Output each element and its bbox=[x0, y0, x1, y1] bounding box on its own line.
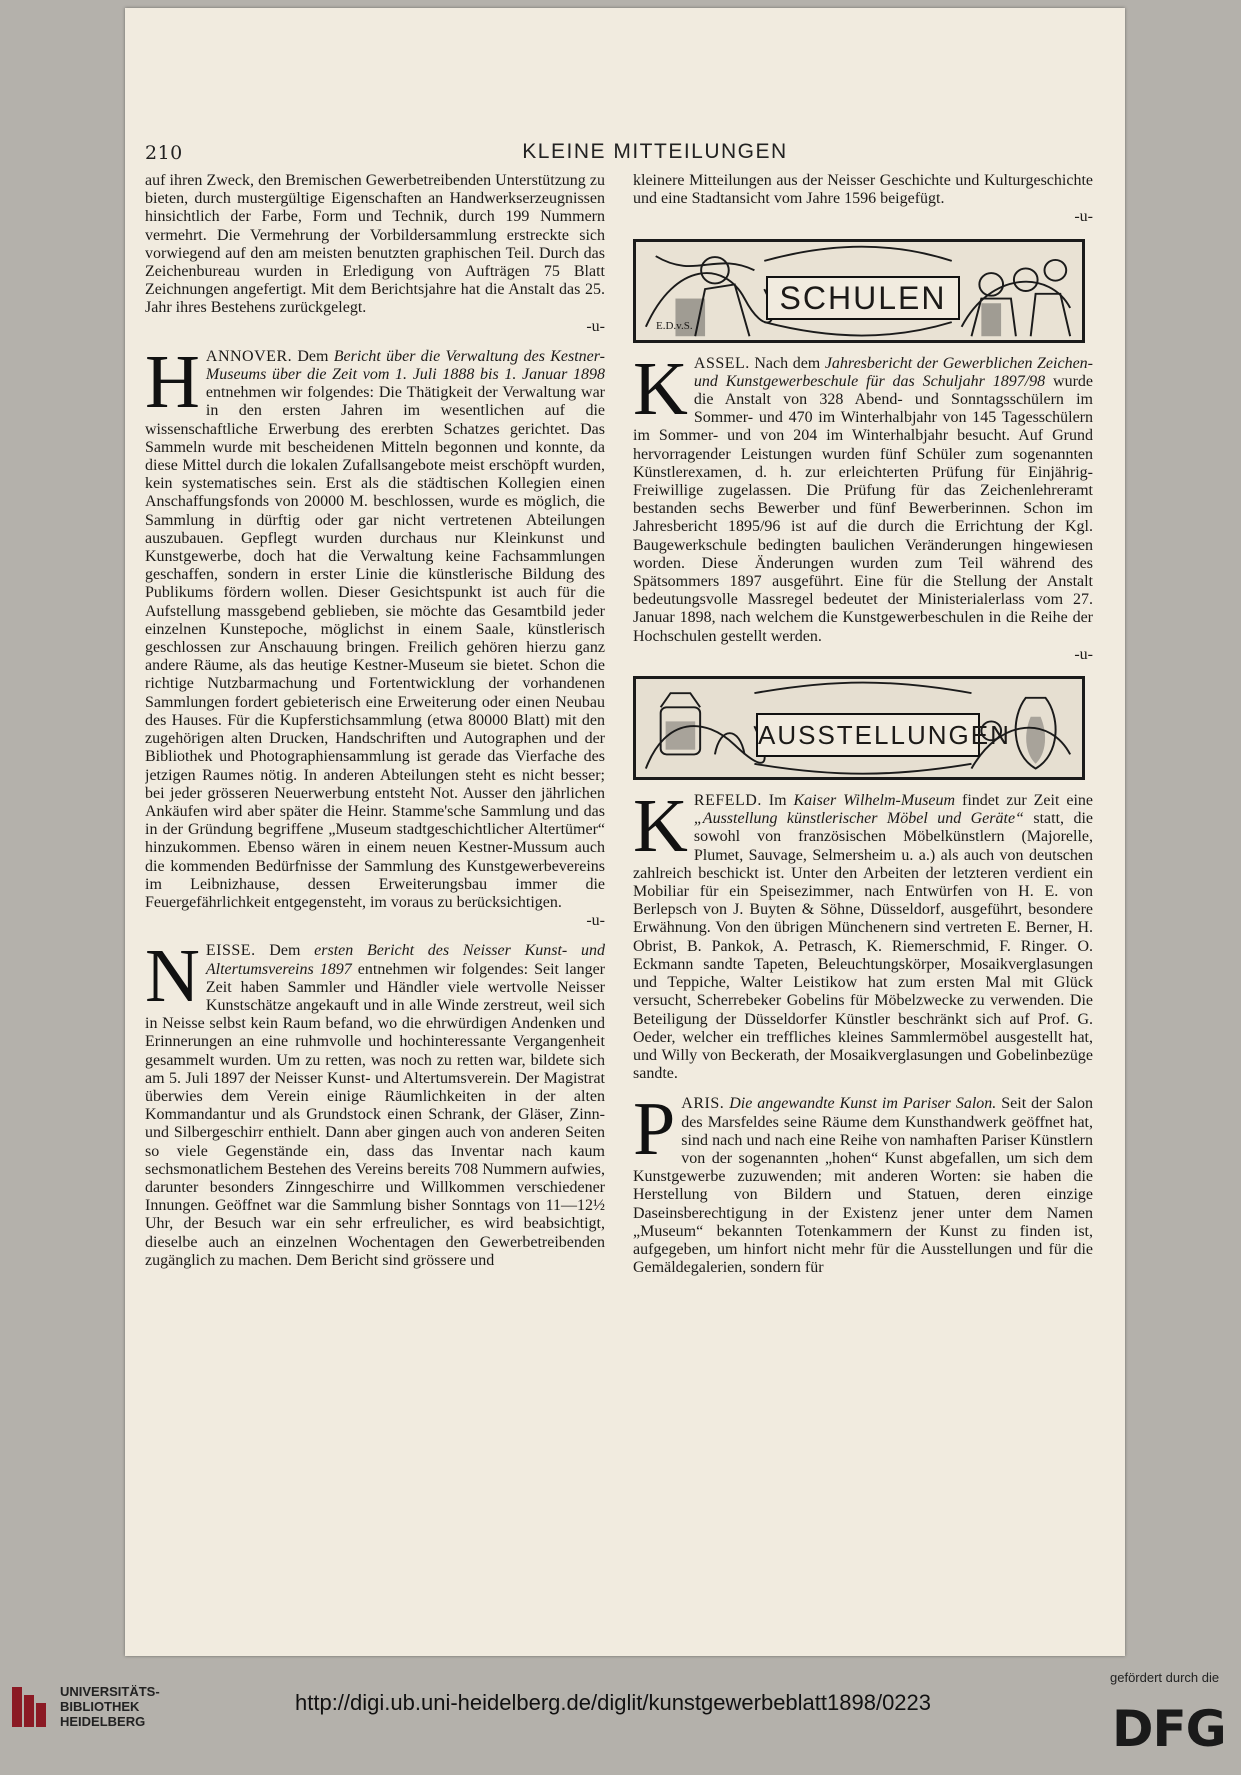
article-body: Seit der Salon des Marsfeldes seine Räume dem Kunsthandwerk geöffnet hat, sind nach und nach eine Reihe von namhaften Pariser Künstlern von der sogenannten „hohen“ Kunst abgefallen, um sich dem Kunstgewerbe zuzuwenden; mit anderen Worten: sie haben die Herstellung von Bildern und Statuen, deren einzige Daseinsberechtigung in der Existenz jener unter dem Namen „Museum“ bekannten Totenkammern der Kunst zu finden ist, aufgegeben, um hinfort nicht mehr für die Ausstellungen und für die Gemäldegalerien, sondern für bbox=[633, 1095, 1093, 1277]
article-neisse bbox=[145, 934, 605, 1270]
page-number: 210 bbox=[145, 142, 183, 164]
scanned-page bbox=[125, 8, 1125, 1656]
drop-cap: H bbox=[145, 339, 200, 424]
article-kassel bbox=[633, 346, 1093, 664]
library-name-line: HEIDELBERG bbox=[60, 1714, 146, 1729]
page-header bbox=[125, 134, 1125, 164]
article-title: Die angewandte Kunst im Pariser Salon. bbox=[729, 1095, 997, 1113]
article-text: Dem bbox=[292, 347, 334, 365]
article-title: Bericht über die Verwaltung des Kestner-Museums über die Zeit vom 1. Juli 1888 bis 1. Januar 1898 bbox=[205, 347, 605, 384]
article-krefeld bbox=[633, 784, 1093, 1083]
library-emblem-icon bbox=[12, 1687, 46, 1727]
signature: -u- bbox=[1074, 208, 1093, 226]
funding-note: gefördert durch die bbox=[1110, 1670, 1220, 1685]
banner-schulen bbox=[633, 239, 1085, 343]
drop-cap: K bbox=[633, 784, 688, 869]
banner-label: SCHULEN bbox=[766, 276, 960, 320]
article-title-2: „Ausstellung künstlerischer Möbel und Geräte“ bbox=[693, 810, 1024, 828]
library-name bbox=[60, 1684, 160, 1729]
article-hannover bbox=[145, 339, 605, 931]
dfg-logo[interactable]: DFG bbox=[1112, 1700, 1226, 1758]
drop-cap: N bbox=[145, 934, 200, 1019]
library-name-line: BIBLIOTHEK bbox=[60, 1699, 140, 1714]
article-text: Nach dem bbox=[749, 354, 825, 372]
library-logo[interactable] bbox=[12, 1684, 160, 1729]
article-text: Im bbox=[761, 792, 794, 810]
artist-initials: E.D.v.S. bbox=[656, 320, 693, 333]
signature: -u- bbox=[586, 912, 605, 930]
drop-cap: K bbox=[633, 346, 688, 431]
article-lead: ANNOVER. bbox=[205, 347, 293, 365]
paragraph-bremen: auf ihren Zweck, den Bremischen Gewerbetreibenden Unterstützung zu bieten, durch mustergültige Eigenschaften an Handwerkserzeugnissen hinsichtlich der Farbe, Form und Technik, durch 199 Nummern vermehrt. Die Vermehrung der Vorbildersammlung erstreckte sich vorwiegend auf den am meisten benutzten graphischen Teil. Durch das Zeichenbureau wurden in Erledigung von Aufträgen 75 Blatt Zeichnungen angefertigt. Mit dem Berichtsjahre hat die Anstalt das 25. Jahr ihres Bestehens zurückgelegt. bbox=[145, 172, 605, 317]
article-body: entnehmen wir folgendes: Seit langer Zeit haben Sammler und Händler viele wertvolle Neisser Kunstschätze angekauft und in alle Winde zerstreut, weil sich in Neisse selbst kein Raum befand, wo die ehrwürdigen Andenken und Erinnerungen an eine ruhmvolle und hochinteressante Vergangenheit gesammelt wurden. Um zu retten, was noch zu retten war, bildete sich am 5. Juli 1897 der Neisser Kunst- und Altertumsverein. Der Magistrat überwies dem Verein einige Räumlichkeiten in der alten Kommandantur und als Grundstock einen Schrank, der Gläser, Zinn- und Silbergeschirr enthielt. Dann aber gingen auch von anderen Seiten so viele Gegenstände ein, dass das Inventar nach kaum sechsmonatlichem Bestehen des Vereins bereits 708 Nummern aufwies, darunter besonders Zinngeschirre und Willkommen verschiedener Innungen. Geöffnet war die Sammlung bisher Sonntags von 11—12½ Uhr, der Besuch war ein sehr erfreulicher, es wird beabsichtigt, dieselbe auch an einzelnen Wochentagen den Gewerbetreibenden zugänglich zu machen. Dem Bericht sind grössere und bbox=[145, 960, 605, 1269]
article-text: findet zur Zeit eine bbox=[955, 792, 1093, 810]
left-column bbox=[145, 172, 605, 1572]
article-lead: ARIS. bbox=[681, 1095, 725, 1113]
running-head: KLEINE MITTEILUNGEN bbox=[522, 140, 788, 163]
article-body: wurde die Anstalt von 328 Abend- und Sonntagsschülern im Sommer- und 470 im Winterhalbjahr von 145 Tagesschülern im Sommer- und von 204 im Winterhalbjahr besucht. Auf Grund hervorragender Leistungen wurden fünf Schüler zum sogenannten Künstlerexamen, d. h. zur erleichterten Prüfung für Einjährig-Freiwillige zugelassen. Die Prüfung für das Zeichenlehreramt bestanden sechs Bewerber und fünf Bewerberinnen. Schon im Jahresbericht 1895/96 ist auf die durch die Errichtung der Kgl. Baugewerkschule bedingten baulichen Veränderungen hingewiesen worden. Diese Änderungen wurden zum Teil während des Spätsommers 1897 ausgeführt. Eine für die Stellung der Anstalt bedeutungsvolle Massregel bedeutet der Ministerialerlass vom 27. Januar 1898, nach welchem die Kunstgewerbeschulen in die Reihe der Hochschulen gestellt werden. bbox=[633, 372, 1093, 645]
article-paris bbox=[633, 1087, 1093, 1277]
signature: -u- bbox=[586, 317, 605, 335]
article-text: Dem bbox=[255, 942, 315, 960]
article-title: Jahresbericht der Gewerblichen Zeichen- und Kunstgewerbeschule für das Schuljahr 1897/98 bbox=[693, 354, 1093, 390]
article-title: ersten Bericht des Neisser Kunst- und Altertumsvereins 1897 bbox=[205, 942, 605, 978]
article-lead: EISSE. bbox=[205, 942, 256, 960]
viewer-footer bbox=[0, 1660, 1241, 1775]
article-lead: REFELD. bbox=[693, 792, 762, 810]
article-body: entnehmen wir folgendes: Die Thätigkeit der Verwaltung war in den ersten Jahren im wesentlichen auf die wissenschaftliche Erwerbung des ererbten Schatzes gerichtet. Das Sammeln wurde mit bescheidenen Mitteln begonnen und konnte, da diese Mittel durch die lokalen Zufallsangebote meist erschöpft wurden, kein systematisches sein. Erst als die städtischen Kollegien einen Anschaffungsfonds von 20000 M. beschlossen, wurde es möglich, die Sammlung in dürftig oder gar nicht vertretenen Abteilungen auszubauen. Gepflegt wurden durchaus nur Kleinkunst und Kunstgewerbe, doch hat die Verwaltung keine Fachsammlungen geschaffen, sondern in erster Linie die künstlerische Bildung des Publikums fördern wollen. Dieser Gesichtspunkt ist auch für die Aufstellung massgebend geblieben, sie möchte das Gesamtbild jeder einzelnen Kunstepoche, möglichst in einem Saale, künstlerisch geschlossen zur Anschauung bringen. Freilich gehören hierzu ganz andere Räume, als das heutige Kestner-Museum sie bietet. Schon die richtige Nutzbarmachung und Fortentwicklung der vorhandenen Sammlungen fordert gebieterisch eine Erweiterung oder einen Neubau des Hauses. Für die Kupferstichsammlung (etwa 80000 Blatt) mit den zugehörigen alten Drucken, Handschriften und Autographen und der Bibliothek und Photographiensammlung ist gerade das Vierfache des jetzigen Raumes nötig. In anderen Abteilungen steht es nicht besser; bei jeder grösseren Neuerwerbung entsteht Not. Ausser den jährlichen Ankäufen wird aber später die Heinr. Stamme'sche Sammlung und das in der Gründung begriffene „Museum stadtgeschichtlicher Altertümer“ hinzukommen. Ebenso wären in einem neuen Kestner-Mussum auch die kommenden Bedürfnisse der Sammlung des Kunstgewerbevereins im Leibnizhause, dessen Erweiterungsbau immer die Feuergefährlichkeit entgegensteht, im voraus zu berücksichtigen. bbox=[145, 384, 605, 911]
banner-label: AUSSTELLUNGEN bbox=[756, 713, 980, 757]
signature: -u- bbox=[1074, 645, 1093, 663]
library-name-line: UNIVERSITÄTS- bbox=[60, 1684, 160, 1699]
banner-ausstellungen bbox=[633, 676, 1085, 780]
paragraph-neisse-cont: kleinere Mitteilungen aus der Neisser Geschichte und Kulturgeschichte und eine Stadtansicht vom Jahre 1596 beigefügt. bbox=[633, 172, 1093, 208]
right-column bbox=[633, 172, 1093, 1572]
permalink-url[interactable]: http://digi.ub.uni-heidelberg.de/diglit/kunstgewerbeblatt1898/0223 bbox=[295, 1690, 932, 1715]
article-title: Kaiser Wilhelm-Museum bbox=[793, 792, 956, 810]
drop-cap: P bbox=[633, 1087, 676, 1172]
article-lead: ASSEL. bbox=[693, 354, 750, 372]
article-body: statt, die sowohl von französischen Möbelkünstlern (Majorelle, Plumet, Sauvage, Selmersheim u. a.) als auch von deutschen zahlreich beschickt ist. Unter den Arbeiten der letzteren verdient ein Mobiliar für ein Speisezimmer, nach Entwürfen von H. E. von Berlepsch von J. Buyten & Söhne, Düsseldorf, ausgeführt, besondere Erwähnung. Von den übrigen Münchenern sind vertreten E. Berner, H. Obrist, B. Pankok, A. Petrasch, K. Riemerschmid, F. Ringer. O. Eckmann sandte Tapeten, Beleuchtungskörper, Mosaikverglasungen und Teppiche, Walter Leistikow hat zum ersten Mal mit Glück versucht, Scherrebeker Gobelins für Möbelzwecke zu verwenden. Die Beteiligung der Düsseldorfer Künstler beschränkt sich auf Prof. G. Oeder, welcher ein treffliches kleines Sammlermöbel ausgestellt hat, und Willy von Beckerath, der Mosaikverglasungen und Gobelinbezüge sandte. bbox=[633, 810, 1093, 1083]
